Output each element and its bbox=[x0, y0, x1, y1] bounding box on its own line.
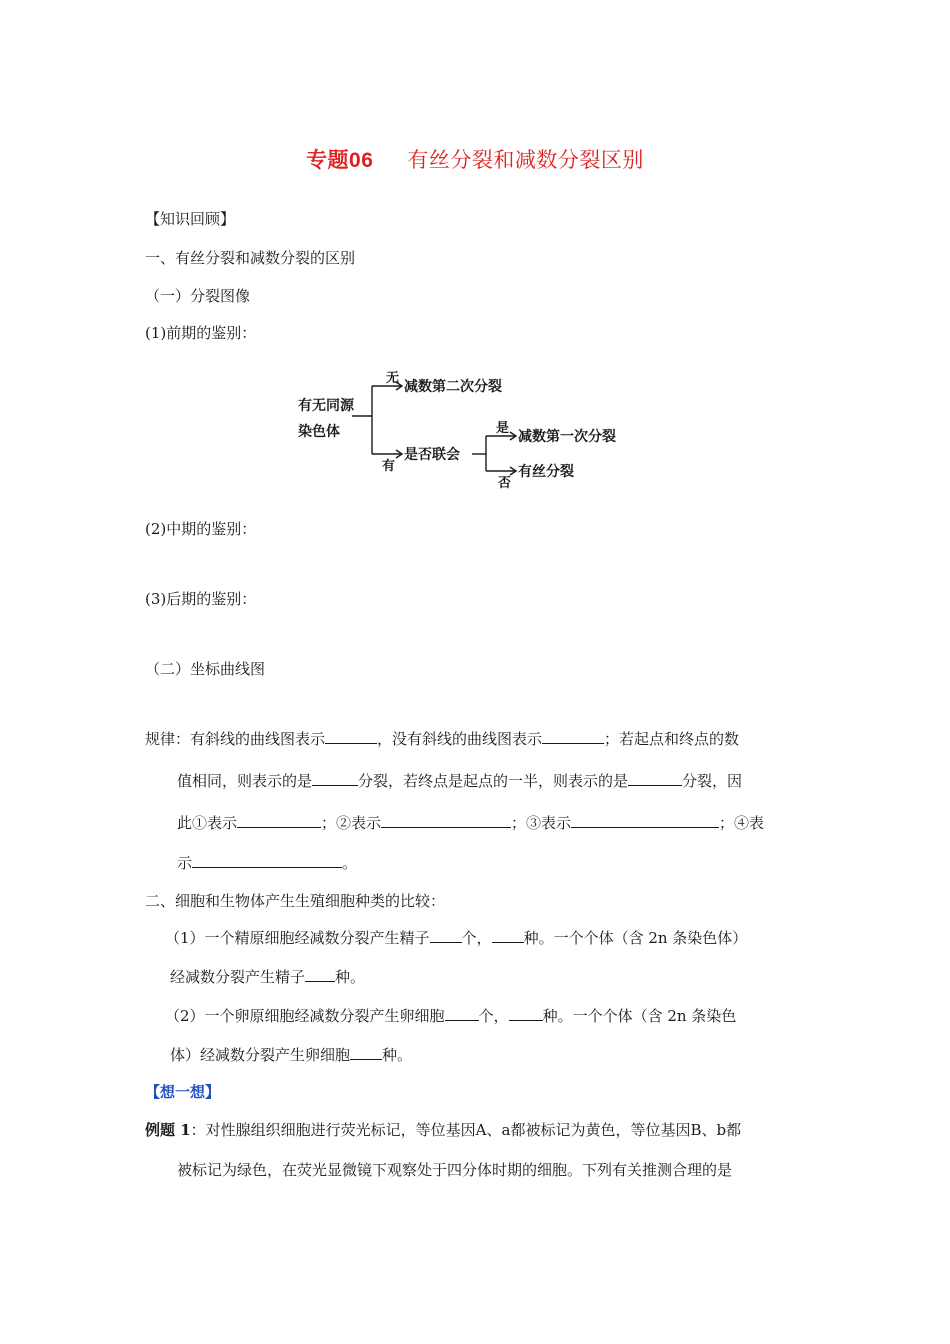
result-mitosis: 有丝分裂 bbox=[518, 464, 574, 480]
result-meiosis-2: 减数第二次分裂 bbox=[404, 379, 502, 395]
question-2-line-1: （2）一个卵原细胞经减数分裂产生卵细胞 个， 种。一个个体（含 2n 条染色 bbox=[165, 1007, 737, 1025]
branch-yes-label: 是 bbox=[496, 421, 510, 436]
question-1-line-1: （1）一个精原细胞经减数分裂产生精子 个， 种。一个个体（含 2n 条染色体） bbox=[165, 929, 748, 947]
blank-field[interactable] bbox=[571, 813, 719, 828]
root-label-line1: 有无同源 bbox=[298, 398, 354, 414]
section-1-heading: 一、有丝分裂和减数分裂的区别 bbox=[145, 249, 356, 267]
blank-field[interactable] bbox=[492, 928, 524, 943]
blank-field[interactable] bbox=[237, 813, 321, 828]
blank-field[interactable] bbox=[381, 813, 511, 828]
question-synapsis: 是否联会 bbox=[404, 447, 460, 463]
title-number: 专题06 bbox=[306, 149, 374, 172]
example-1-line-1: 例题 1：对性腺组织细胞进行荧光标记，等位基因A、a都被标记为黄色，等位基因B、b都 bbox=[145, 1121, 742, 1139]
subsection-1-heading: （一）分裂图像 bbox=[145, 287, 251, 305]
middle-phase-label: (2)中期的鉴别： bbox=[145, 520, 257, 538]
question-1-line-2: 经减数分裂产生精子 种。 bbox=[170, 968, 366, 986]
late-phase-label: (3)后期的鉴别： bbox=[145, 590, 257, 608]
blank-field[interactable] bbox=[312, 771, 358, 786]
blank-field[interactable] bbox=[325, 729, 377, 744]
title-text: 有丝分裂和减数分裂区别 bbox=[407, 148, 644, 172]
branch-have-label: 有 bbox=[382, 459, 396, 474]
blank-field[interactable] bbox=[430, 928, 462, 943]
rule-line-4: 示 。 bbox=[177, 854, 358, 872]
blank-field[interactable] bbox=[445, 1006, 479, 1021]
example-1-line-2: 被标记为绿色，在荧光显微镜下观察处于四分体时期的细胞。下列有关推测合理的是 bbox=[177, 1161, 733, 1179]
think-header: 【想一想】 bbox=[145, 1083, 221, 1101]
blank-field[interactable] bbox=[542, 729, 604, 744]
blank-field[interactable] bbox=[305, 967, 335, 982]
blank-field[interactable] bbox=[509, 1006, 543, 1021]
identification-flowchart bbox=[290, 356, 650, 496]
rule-line-3: 此①表示 ；②表示 ；③表示 ；④表 bbox=[177, 814, 765, 832]
page-title bbox=[0, 144, 950, 174]
early-phase-label: (1)前期的鉴别： bbox=[145, 324, 257, 342]
subsection-2-heading: （二）坐标曲线图 bbox=[145, 660, 266, 678]
blank-field[interactable] bbox=[192, 853, 342, 868]
branch-no-label: 否 bbox=[498, 476, 512, 491]
root-label-line2: 染色体 bbox=[298, 424, 340, 440]
branch-none-label: 无 bbox=[386, 371, 400, 386]
rule-line-1: 规律：有斜线的曲线图表示 ，没有斜线的曲线图表示 ；若起点和终点的数 bbox=[145, 730, 740, 748]
question-2-line-2: 体）经减数分裂产生卵细胞 种。 bbox=[170, 1046, 413, 1064]
blank-field[interactable] bbox=[628, 771, 682, 786]
section-2-heading: 二、细胞和生物体产生生殖细胞种类的比较： bbox=[145, 892, 446, 910]
result-meiosis-1: 减数第一次分裂 bbox=[518, 429, 616, 445]
rule-line-2: 值相同，则表示的是 分裂，若终点是起点的一半，则表示的是 分裂，因 bbox=[177, 772, 743, 790]
example-label: 例题 1 bbox=[145, 1121, 191, 1139]
blank-field[interactable] bbox=[350, 1045, 382, 1060]
knowledge-header: 【知识回顾】 bbox=[145, 210, 236, 228]
